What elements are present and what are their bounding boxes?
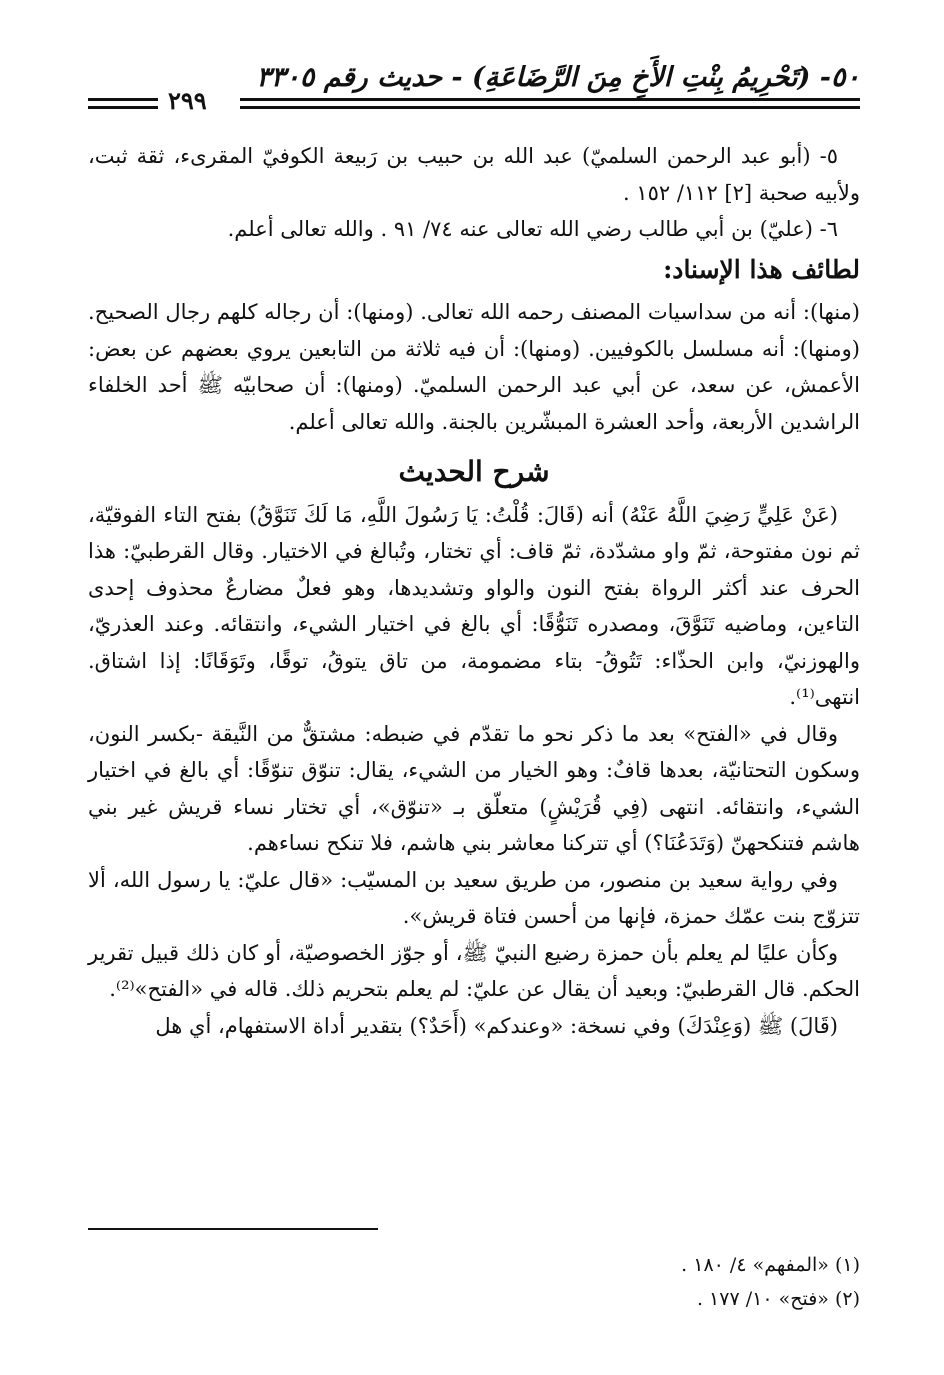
sharh-paragraph: (قَالَ) ﷺ (وَعِنْدَكَ) وفي نسخة: «وعندكم» (أَحَدٌ؟) بتقدير أداة الاستفهام، أي هل bbox=[155, 1013, 838, 1038]
footnote-2: (٢) «فتح» ١٠/ ١٧٧ . bbox=[696, 1288, 860, 1310]
sharh-paragraph: وقال في «الفتح» بعد ما ذكر نحو ما تقدّم في ضبطه: مشتقٌّ من النَّيقة -بكسر النون، وسكون التحتانيّة، بعدها قافٌ: وهو الخيار من الشيء، يقال: تنوّق تنوّقًا: أي بالغ في اختيار الشيء، وانتقائه. انتهى (فِي قُرَيْشٍ) متعلّق بـ «تنوّق»، أي تختار نساء قريش غير بني هاشم فتنكحهنّ (وَتَدَعُنَا؟) أي تتركنا معاشر بني هاشم، فلا تنكح نساءهم. bbox=[88, 721, 860, 855]
header-rule-right-top bbox=[240, 98, 860, 101]
main-text bbox=[88, 138, 860, 1044]
narrator-5: ٥- (أبو عبد الرحمن السلميّ) عبد الله بن حبيب بن رَبيعة الكوفيّ المقرىء، ثقة ثبت، ولأبيه صحبة [٢] ١١٢/ ١٥٢ . bbox=[88, 144, 860, 205]
lataif-heading: لطائف هذا الإسناد: bbox=[663, 254, 860, 284]
header-rule-right-bottom bbox=[240, 106, 860, 109]
footnote-1: (١) «المفهم» ٤/ ١٨٠ . bbox=[681, 1254, 860, 1276]
footnotes bbox=[88, 1248, 860, 1316]
sharh-paragraph: وكأن عليًا لم يعلم بأن حمزة رضيع النبيّ ﷺ، أو جوّز الخصوصيّة، أو كان ذلك قبيل تقرير الحكم. قال القرطبيّ: وبعيد أن يقال عن عليّ: لم يعلم بتحريم ذلك. قاله في «الفتح»⁽²⁾. bbox=[88, 940, 860, 1001]
header-rule-left-top bbox=[88, 98, 158, 101]
sharh-paragraph: وفي رواية سعيد بن منصور، من طريق سعيد بن المسيّب: «قال عليّ: يا رسول الله، ألا تتزوّج بنت عمّك حمزة، فإنها من أحسن فتاة قريش». bbox=[88, 867, 860, 928]
sharh-paragraph: (عَنْ عَلِيٍّ رَضِيَ اللَّهُ عَنْهُ) أنه (قَالَ: قُلْتُ: يَا رَسُولَ اللَّهِ، مَا لَكَ تَنَوَّقُ) بفتح التاء الفوقيّة، ثم نون مفتوحة، ثمّ واو مشدّدة، ثمّ قاف: أي تختار، وتُبالغ في الاختيار. وقال القرطبيّ: هذا الحرف عند أكثر الرواة بفتح النون والواو وتشديدها، وهو فعلٌ مضارعٌ محذوف إحدى التاءين، وماضيه تَنَوَّقَ، ومصدره تَنَوُّقًا: أي بالغ في اختيار الشيء، وانتقائه. وعند العذريّ، والهوزنيّ، وابن الحذّاء: تَتُوقُ- بتاء مضمومة، من تاق يتوقُ، توقًا، وتَوَقَانًا: إذا اشتاق. انتهى⁽¹⁾. bbox=[88, 502, 860, 709]
footnote-separator bbox=[88, 1228, 378, 1230]
sharh-heading: شرح الحديث bbox=[398, 455, 550, 488]
running-header-title: ٥٠- (تَحْرِيمُ بِنْتِ الأَخِ مِنَ الرَّضَاعَةِ) - حديث رقم ٣٣٠٥ bbox=[256, 62, 860, 93]
lataif-text: (منها): أنه من سداسيات المصنف رحمه الله تعالى. (ومنها): أن رجاله كلهم رجال الصحيح. (ومنها): أنه مسلسل بالكوفيين. (ومنها): أن فيه ثلاثة من التابعين يروي بعضهم عن بعض: الأعمش، عن سعد، عن أبي عبد الرحمن السلميّ. (ومنها): أن صحابيّه ﷺ أحد الخلفاء الراشدين الأربعة، وأحد العشرة المبشّرين بالجنة. والله تعالى أعلم. bbox=[88, 300, 860, 434]
header-rule-left-bottom bbox=[88, 106, 158, 109]
page-number: ٢٩٩ bbox=[168, 86, 207, 115]
narrator-6: ٦- (عليّ) بن أبي طالب رضي الله تعالى عنه ٧٤/ ٩١ . والله تعالى أعلم. bbox=[227, 217, 838, 241]
